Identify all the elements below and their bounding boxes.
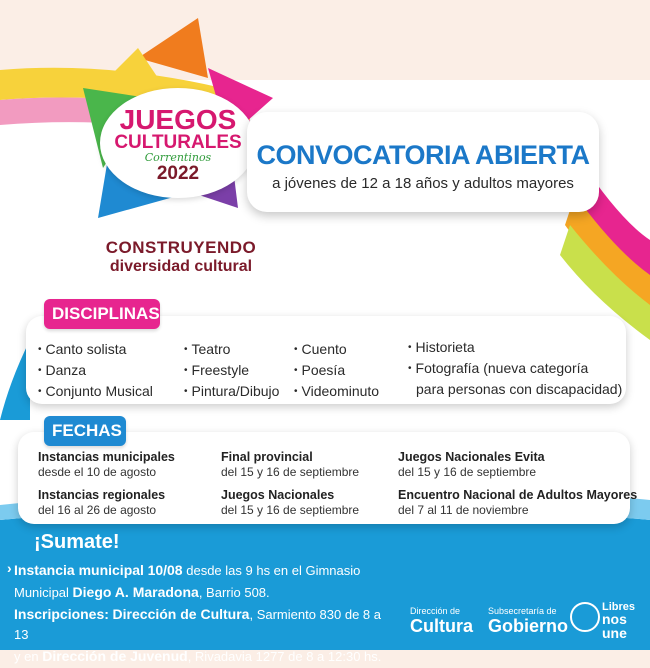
list-item: • Conjunto Musical: [38, 382, 153, 403]
cultura-brand-small: Dirección de: [410, 606, 461, 616]
list-item: • Pintura/Dibujo: [184, 382, 279, 403]
fecha-date: del 7 al 11 de noviembre: [398, 503, 529, 517]
convocatoria-title: CONVOCATORIA ABIERTA: [256, 140, 590, 170]
gimnasio-suffix: , Barrio 508.: [198, 585, 270, 600]
list-item: • Cuento: [294, 340, 379, 361]
disciplinas-col-4: [408, 338, 622, 401]
libres-brand-large: nos une: [602, 611, 627, 641]
disciplinas-col-1: [38, 340, 153, 403]
libres-brand-small: Libres: [602, 601, 636, 613]
list-item: • Freestyle: [184, 361, 279, 382]
fecha-title: Juegos Nacionales: [221, 488, 335, 502]
cultura-brand: [410, 606, 473, 636]
instancia-label: Instancia municipal: [14, 562, 144, 578]
libres-logo-icon: [570, 602, 600, 632]
fecha-item: [221, 450, 359, 479]
inscripciones-line: [14, 604, 394, 645]
fecha-item: [38, 488, 165, 517]
disciplinas-col-2: [184, 340, 279, 403]
disciplinas-heading: DISCIPLINAS: [44, 299, 160, 329]
list-item: • Poesía: [294, 361, 379, 382]
gimnasio-name: Diego A. Maradona: [72, 584, 199, 600]
inscripciones-text: , Sarmiento 830 de 8 a 13: [14, 607, 381, 642]
inscripciones-label: Inscripciones:: [14, 606, 109, 622]
fecha-date: del 15 y 16 de septiembre: [398, 465, 537, 479]
logo-title: JUEGOS: [119, 104, 237, 135]
instancia-date: 10/08: [147, 562, 183, 578]
list-item: • Canto solista: [38, 340, 153, 361]
juventud-prefix: y en: [14, 649, 39, 664]
gobierno-brand: [488, 606, 568, 636]
gimnasio-line: [14, 582, 394, 603]
disciplinas-card: [26, 316, 626, 404]
logo-wordmark: [100, 88, 256, 198]
instancia-line: [14, 560, 394, 581]
tagline-line2: diversidad cultural: [109, 258, 253, 275]
fecha-date: del 15 y 16 de septiembre: [221, 503, 360, 517]
inscripciones-place: Dirección de Cultura: [112, 606, 250, 622]
list-item: • Danza: [38, 361, 153, 382]
footer-info: [14, 560, 394, 668]
fechas-heading: FECHAS: [44, 416, 126, 446]
fecha-title: Final provincial: [221, 450, 313, 464]
convocatoria-subtitle: a jóvenes de 12 a 18 años y adultos mayores: [272, 175, 574, 192]
tagline: [86, 238, 276, 276]
gimnasio-prefix: Municipal: [14, 585, 69, 600]
list-item: • Videominuto: [294, 382, 379, 403]
juventud-place: Dirección de Juvenud: [42, 648, 188, 664]
list-item: • Historieta: [408, 338, 622, 359]
list-item: • Fotografía (nueva categoría: [408, 359, 622, 380]
fecha-title: Encuentro Nacional de Adultos Mayores: [398, 488, 638, 502]
fecha-item: [221, 488, 359, 517]
fecha-item: [398, 450, 545, 479]
logo-script: Correntinos: [144, 151, 212, 164]
fecha-date: desde el 10 de agosto: [38, 465, 157, 479]
libres-brand: [602, 602, 650, 640]
fecha-date: del 15 y 16 de septiembre: [221, 465, 360, 479]
gobierno-brand-small: Subsecretaría de: [488, 606, 557, 616]
convocatoria-card: [247, 112, 599, 212]
instancia-text: desde las 9 hs en el Gimnasio: [186, 563, 361, 578]
juventud-line: [14, 646, 394, 667]
juventud-text: , Rivadavia 1277 de 8 a 12:30 hs.: [187, 649, 382, 664]
sumate-heading: ¡Sumate!: [34, 531, 120, 553]
cultura-brand-large: Cultura: [410, 616, 473, 636]
fecha-title: Juegos Nacionales Evita: [398, 450, 545, 464]
fecha-item: [38, 450, 175, 479]
logo-subtitle: CULTURALES: [114, 132, 242, 153]
fecha-title: Instancias regionales: [38, 488, 166, 502]
tagline-line1: CONSTRUYENDO: [105, 238, 257, 257]
chevron-right-icon: ›: [7, 560, 12, 576]
disciplinas-col-3: [294, 340, 379, 403]
gobierno-brand-large: Gobierno: [488, 616, 568, 636]
fecha-title: Instancias municipales: [38, 450, 175, 464]
list-item: para personas con discapacidad): [416, 381, 623, 397]
fecha-date: del 16 al 26 de agosto: [38, 503, 157, 517]
list-item: • Teatro: [184, 340, 279, 361]
fecha-item: [398, 488, 637, 517]
logo-year: 2022: [156, 163, 200, 184]
